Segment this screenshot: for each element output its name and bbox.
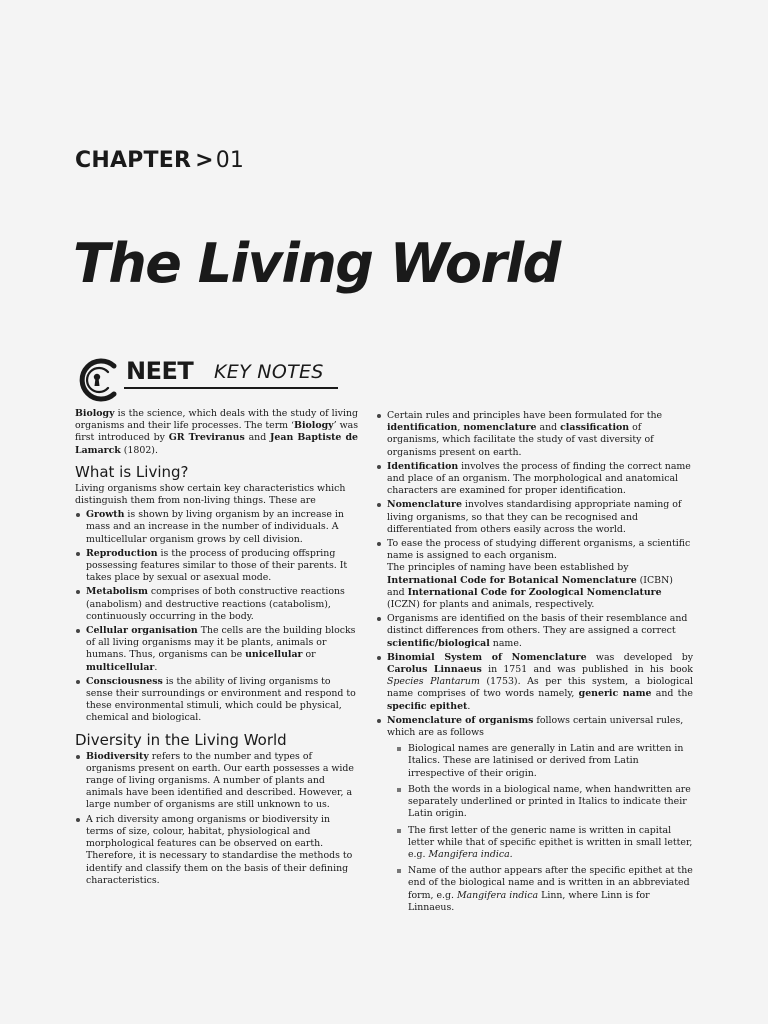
name-treviranus: GR Treviranus	[168, 432, 245, 444]
naming-rules-list	[397, 743, 693, 914]
item-text: in 1751 and was published in his book	[481, 664, 693, 676]
neet-key-notes-logo	[74, 357, 344, 403]
list-item	[376, 410, 693, 459]
item-text: Organisms are identified on the basis of their resemblance and distinct differences from others. They are assigned a correct	[387, 613, 688, 637]
list-item	[376, 538, 693, 611]
term-unicellular: unicellular	[245, 649, 303, 661]
term-biology: Biology	[75, 408, 115, 419]
item-text: is the process of producing offspring possessing features similar to those of their parents. It takes place by sexual or asexual mode.	[86, 547, 348, 584]
item-text: Linn, where Linn is for Linnaeus.	[408, 889, 650, 913]
nomenclature-list	[376, 410, 693, 914]
list-item	[75, 751, 358, 812]
item-text: The first letter of the generic name is written in capital letter while that of specific epithet is written in small letter, e.g.	[408, 824, 693, 860]
sub-list-item	[397, 825, 693, 862]
term-consciousness: Consciousness	[86, 675, 163, 687]
term-identification: Identification	[387, 460, 459, 472]
item-text: refers to the number and types of organisms present on earth. Our earth possesses a wide range of living organisms. A number of plants and animals have been identified and described. However, a large number of organisms are still unknown to us.	[86, 750, 354, 811]
item-text: of organisms, which facilitate the study of vast diversity of organisms present on earth.	[387, 422, 654, 458]
chapter-number: 01	[215, 148, 245, 173]
example-name: Mangifera indica.	[428, 848, 513, 860]
item-text: Name of the author appears after the specific epithet at the end of the biological name and is written in an abbreviated form, e.g.	[408, 865, 693, 901]
item-text: Certain rules and principles have been formulated for the	[387, 410, 663, 421]
list-item	[75, 676, 358, 725]
item-text: is shown by living organism by an increase in mass and an increase in the number of individuals. A multicellular organism grows by cell division.	[86, 509, 344, 545]
list-item	[376, 715, 693, 914]
intro-text: and	[244, 432, 270, 444]
list-item	[75, 586, 358, 623]
item-text: comprises of both constructive reactions (anabolism) and destructive reactions (catabolism), continuously occurring in the body.	[86, 586, 345, 622]
item-text: follows certain universal rules, which are as follows	[387, 714, 684, 739]
chevron-right-icon: >	[195, 148, 214, 173]
item-text: was developed by	[586, 651, 693, 663]
chapter-label	[75, 148, 244, 173]
diversity-list	[75, 751, 358, 887]
list-item	[376, 499, 693, 536]
term-scientific-name: scientific/biological	[387, 637, 490, 649]
sub-list-item: Biological names are generally in Latin and are written in Italics. These are latinised or derived from Latin irrespective of their origin.	[397, 743, 693, 780]
item-text: .	[154, 661, 158, 673]
term-iczn: International Code for Zoological Nomenclature	[407, 586, 662, 598]
item-text: .	[467, 700, 471, 712]
item-text: The cells are the building blocks of all living organisms may it be plants, animals or humans. Thus, organisms can be	[86, 625, 356, 661]
item-text: involves the process of finding the correct name and place of an organism. The morphological and anatomical characters are examined for proper identification.	[387, 460, 691, 497]
intro-text: (1802).	[120, 444, 158, 456]
item-text: (ICBN) and	[387, 574, 673, 598]
item-text: involves standardising appropriate naming of living organisms, so that they can be recognised and differentiated from others easily across the world.	[387, 499, 682, 535]
item-text: To ease the process of studying different organisms, a scientific name is assigned to each organism.	[387, 538, 691, 562]
term-nomenclature: Nomenclature	[387, 499, 462, 511]
intro-paragraph	[75, 408, 358, 457]
book-title: Species Plantarum	[387, 676, 480, 688]
sub-list-item	[397, 865, 693, 914]
item-text: (1753). As per this system, a biological name comprises of two words namely,	[387, 676, 693, 700]
item-text: name.	[489, 637, 522, 649]
term-identification: identification	[387, 422, 458, 434]
list-item	[376, 461, 693, 498]
item-text: The principles of naming have been established by	[387, 562, 629, 574]
logo-key-notes-text: KEY NOTES	[214, 361, 324, 383]
list-item	[376, 613, 693, 650]
what-intro-paragraph: Living organisms show certain key characteristics which distinguish them from non-living things. These are	[75, 482, 346, 507]
example-name: Mangifera indica	[456, 889, 539, 901]
section-heading-diversity: Diversity in the Living World	[75, 730, 287, 749]
list-item	[75, 625, 358, 674]
list-item	[75, 548, 358, 585]
item-text: is the ability of living organisms to sense their surroundings or environment and respond to these environmental stimuli, which could be physical, chemical and biological.	[86, 675, 356, 724]
name-linnaeus: Carolus Linnaeus	[387, 664, 482, 676]
term-specific-epithet: specific epithet	[387, 700, 468, 712]
item-text: or	[302, 649, 316, 661]
term-classification: classification	[560, 422, 630, 434]
item-text: and	[536, 422, 561, 434]
list-item: A rich diversity among organisms or biodiversity in terms of size, colour, habitat, physiological and morphological features can be observed on earth. Therefore, it is necessary to standardise the methods to identify and classify them on the basis of their defining characteristics.	[75, 814, 358, 887]
intro-text: is the science, which deals with the study of living organisms and their life processes. The term ‘	[75, 408, 358, 432]
page-title: The Living World	[73, 232, 560, 295]
chapter-word: CHAPTER	[75, 148, 192, 173]
term-reproduction: Reproduction	[86, 547, 158, 559]
list-item	[75, 509, 358, 546]
logo-underline	[124, 387, 338, 389]
list-item	[376, 652, 693, 713]
term-cellular-organisation: Cellular organisation	[86, 625, 198, 637]
item-text: (ICZN) for plants and animals, respectively.	[387, 599, 595, 611]
item-text: ,	[457, 422, 464, 434]
intro-text: ’ was first introduced by	[75, 420, 359, 444]
term-growth: Growth	[86, 509, 125, 521]
item-text: and the	[651, 688, 693, 700]
term-nomenclature: nomenclature	[463, 422, 537, 434]
term-biology-quoted: Biology	[294, 420, 334, 432]
left-column	[75, 408, 358, 887]
section-heading-what-is-living: What is Living?	[75, 462, 189, 481]
term-icbn: International Code for Botanical Nomenclature	[387, 574, 637, 586]
sub-list-item: Both the words in a biological name, when handwritten are separately underlined or printed in Italics to indicate their Latin origin.	[397, 784, 693, 821]
term-biodiversity: Biodiversity	[86, 750, 149, 762]
logo-neet-text: NEET	[126, 357, 194, 385]
term-nomenclature-of-organisms: Nomenclature of organisms	[387, 714, 534, 726]
right-column	[376, 408, 693, 914]
term-metabolism: Metabolism	[86, 586, 148, 598]
characteristics-list	[75, 509, 358, 724]
name-lamarck: Jean Baptiste de Lamarck	[75, 432, 358, 456]
term-binomial-system: Binomial System of Nomenclature	[387, 651, 587, 663]
key-hole-icon	[74, 357, 124, 403]
term-generic-name: generic name	[578, 688, 652, 700]
term-multicellular: multicellular	[86, 661, 155, 673]
